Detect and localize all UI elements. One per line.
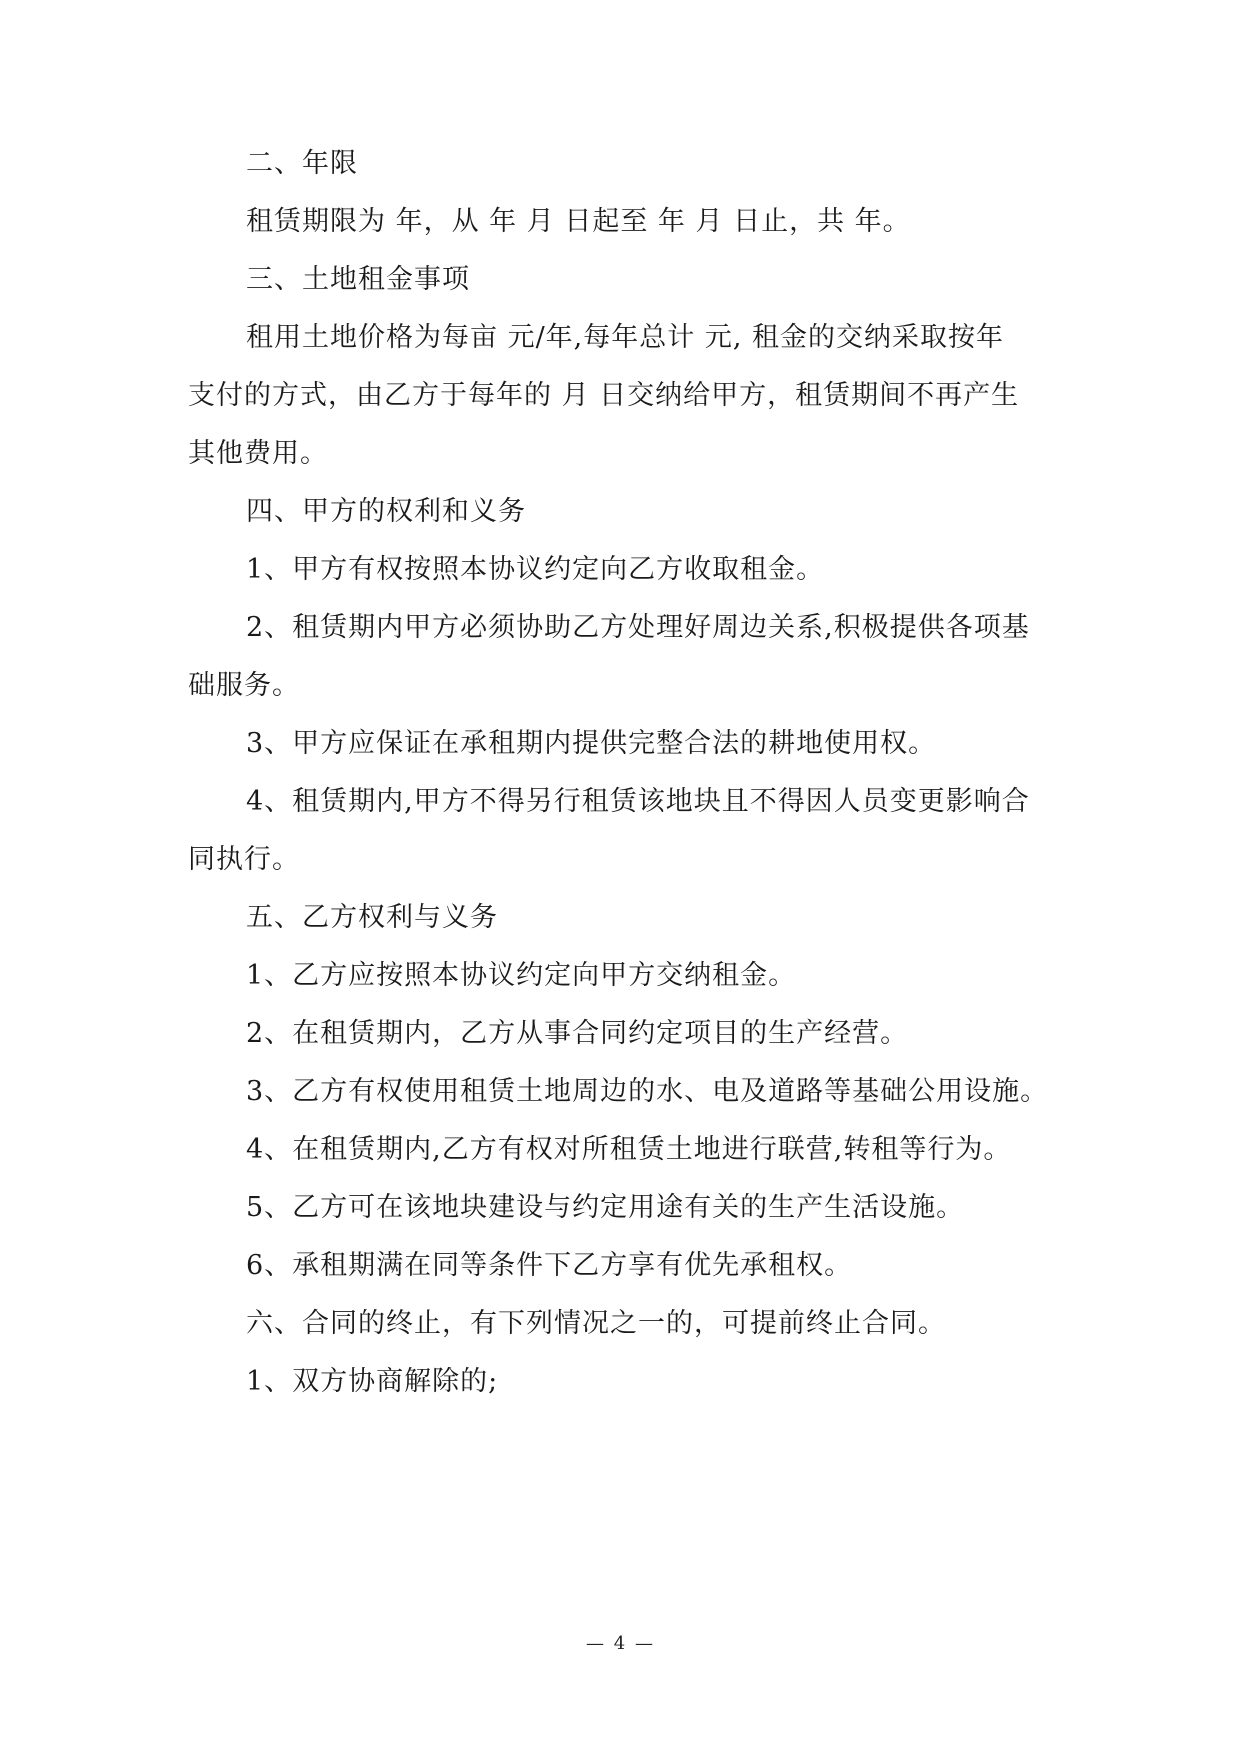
party-b-item-1: 1、乙方应按照本协议约定向甲方交纳租金。 (246, 960, 797, 991)
party-a-item-2-line-1: 2、租赁期内甲方必须协助乙方处理好周边关系,积极提供各项基 (246, 612, 1030, 643)
termination-item-1: 1、双方协商解除的; (246, 1366, 499, 1397)
section-heading-party-b: 五、乙方权利与义务 (246, 902, 498, 933)
party-a-item-1: 1、甲方有权按照本协议约定向乙方收取租金。 (246, 554, 825, 585)
party-a-item-3: 3、甲方应保证在承租期内提供完整合法的耕地使用权。 (246, 728, 937, 759)
party-b-item-2: 2、在租赁期内，乙方从事合同约定项目的生产经营。 (246, 1018, 909, 1049)
paragraph-lease-term: 租赁期限为 年，从 年 月 日起至 年 月 日止，共 年。 (246, 206, 911, 237)
party-b-item-3: 3、乙方有权使用租赁土地周边的水、电及道路等基础公用设施。 (246, 1076, 1049, 1107)
section-heading-termination: 六、合同的终止，有下列情况之一的，可提前终止合同。 (246, 1308, 946, 1339)
party-b-item-4: 4、在租赁期内,乙方有权对所租赁土地进行联营,转租等行为。 (246, 1134, 1012, 1165)
party-b-item-5: 5、乙方可在该地块建设与约定用途有关的生产生活设施。 (246, 1192, 965, 1223)
paragraph-rent-line-3: 其他费用。 (188, 438, 328, 469)
page-number: — 4 — (586, 1633, 655, 1654)
party-b-item-6: 6、承租期满在同等条件下乙方享有优先承租权。 (246, 1250, 853, 1281)
paragraph-rent-line-1: 租用土地价格为每亩 元/年,每年总计 元, 租金的交纳采取按年 (246, 322, 1005, 353)
section-heading-term: 二、年限 (246, 148, 358, 179)
paragraph-rent-line-2: 支付的方式，由乙方于每年的 月 日交纳给甲方，租赁期间不再产生 (188, 380, 1020, 411)
party-a-item-4-line-2: 同执行。 (188, 844, 300, 875)
party-a-item-4-line-1: 4、租赁期内,甲方不得另行租赁该地块且不得因人员变更影响合 (246, 786, 1030, 817)
section-heading-party-a: 四、甲方的权利和义务 (246, 496, 526, 527)
party-a-item-2-line-2: 础服务。 (188, 670, 300, 701)
section-heading-rent: 三、土地租金事项 (246, 264, 470, 295)
